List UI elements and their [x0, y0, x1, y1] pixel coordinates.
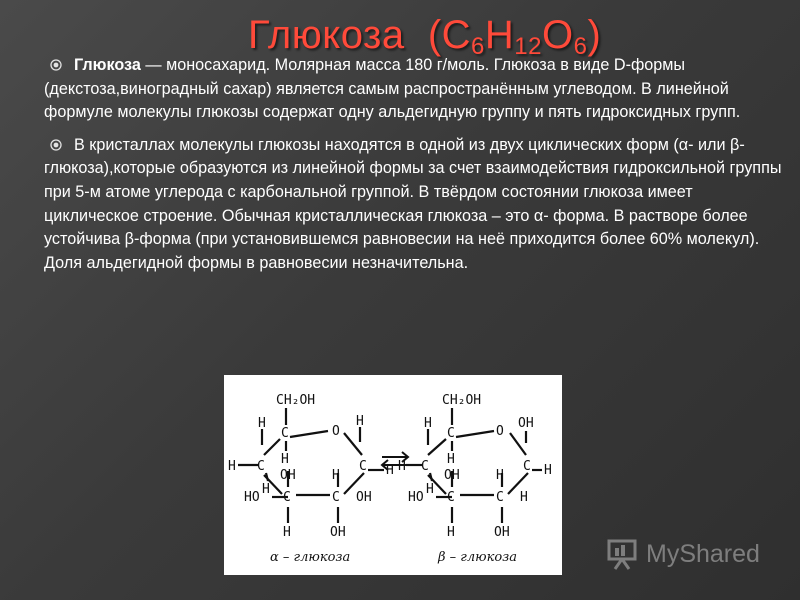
svg-text:C: C: [332, 490, 340, 505]
svg-text:H: H: [544, 463, 552, 478]
svg-text:OH: OH: [518, 416, 534, 431]
svg-text:OH: OH: [444, 468, 460, 483]
title-formula: $(C_6H_{12}O_6)$: [427, 13, 602, 60]
paragraph-1-lead: Глюкоза: [74, 56, 141, 74]
svg-text:H: H: [332, 468, 340, 483]
svg-text:HO: HO: [408, 490, 424, 505]
svg-text:H: H: [496, 468, 504, 483]
svg-text:H: H: [228, 459, 236, 474]
bullet-icon: [50, 59, 62, 71]
alpha-label: α – глюкоза: [270, 550, 351, 565]
svg-text:OH: OH: [494, 525, 510, 540]
svg-text:C: C: [421, 459, 429, 474]
svg-text:H: H: [262, 482, 270, 497]
svg-text:H: H: [447, 452, 455, 467]
svg-text:C: C: [447, 490, 455, 505]
slide-body: [44, 54, 784, 284]
svg-text:H: H: [281, 452, 289, 467]
svg-text:C: C: [283, 490, 291, 505]
title-name: Глюкоза: [248, 13, 405, 57]
svg-text:H: H: [386, 463, 394, 478]
svg-text:O: O: [332, 424, 340, 439]
beta-label: β – глюкоза: [438, 550, 518, 565]
svg-text:H: H: [520, 490, 528, 505]
svg-text:OH: OH: [280, 468, 296, 483]
alpha-ch2oh: CH₂OH: [276, 393, 316, 408]
beta-atoms: [398, 393, 552, 565]
svg-text:C: C: [257, 459, 265, 474]
svg-text:H: H: [398, 459, 406, 474]
presentation-icon: [606, 538, 640, 570]
svg-text:OH: OH: [356, 490, 372, 505]
glucose-structure-figure: [224, 375, 562, 575]
svg-text:C: C: [447, 426, 455, 441]
svg-text:H: H: [447, 525, 455, 540]
svg-text:H: H: [356, 414, 364, 429]
svg-text:OH: OH: [330, 525, 346, 540]
svg-text:O: O: [496, 424, 504, 439]
svg-text:H: H: [426, 482, 434, 497]
svg-text:C: C: [359, 459, 367, 474]
svg-text:HO: HO: [244, 490, 260, 505]
slide-title: [248, 10, 601, 60]
svg-text:H: H: [424, 416, 432, 431]
paragraph-2-text: В кристаллах молекулы глюкозы находятся в одной из двух циклических форм (α- или β-глюкоза),которые образуются из линейной формы за счет взаимодействия гидроксильной группы при 5-м атоме углерода с карбональной группой. В твёрдом состоянии глюкоза имеет циклическое строение. Обычная кристаллическая глюкоза – это α- форма. В растворе более устойчива β-форма (при установившемся равновесии на неё приходится более 60% молекул). Доля альдегидной формы в равновесии незначительна.: [44, 135, 782, 272]
bullet-icon: [50, 139, 62, 151]
svg-text:C: C: [281, 426, 289, 441]
paragraph-1-text: — моносахарид. Молярная масса 180 г/моль. Глюкоза в виде D-формы (декстоза,виноградный сахар) является самым распространённым углеводом. В линейной формуле молекулы глюкозы содержат одну альдегидную группу и пять гидроксидных групп.: [44, 56, 741, 122]
paragraph-2: [44, 134, 784, 276]
beta-ch2oh: CH₂OH: [442, 393, 482, 408]
alpha-atoms: [228, 393, 394, 565]
paragraph-1: [44, 54, 784, 125]
svg-text:H: H: [258, 416, 266, 431]
svg-text:C: C: [523, 459, 531, 474]
watermark: [606, 536, 776, 572]
svg-text:H: H: [283, 525, 291, 540]
svg-text:C: C: [496, 490, 504, 505]
watermark-text: MyShared: [646, 540, 760, 568]
